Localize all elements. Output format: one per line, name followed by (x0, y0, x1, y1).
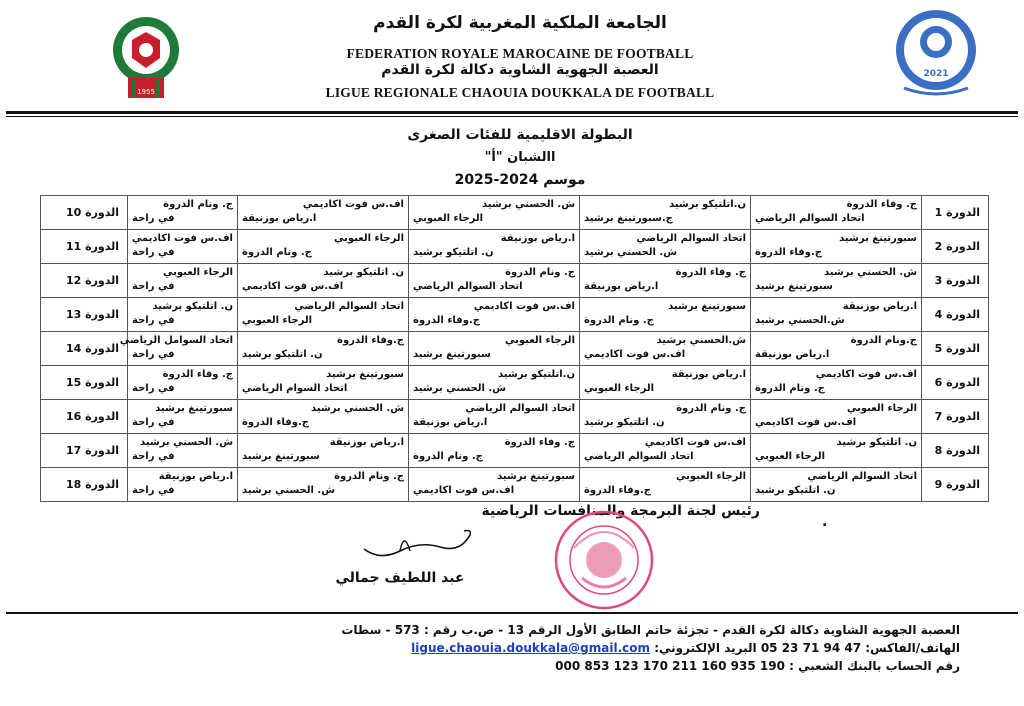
rest-label: في راحة (132, 485, 175, 496)
home-team: ا.رياض بوزنيقة (329, 437, 404, 448)
home-team: سبورتينغ برشيد (668, 301, 746, 312)
left-logo-year: 1955 (137, 88, 155, 96)
away-team: ج. ونام الدروة (242, 247, 312, 258)
home-team: ج.وفاء الدروة (337, 335, 404, 346)
resting-team: سبورتينغ برشيد (155, 403, 233, 414)
bye-cell (128, 196, 238, 230)
away-team: اتحاد السوالم الرياضي (755, 213, 865, 224)
league-logo (888, 4, 984, 100)
rest-label: في راحة (132, 247, 175, 258)
away-team: سبورتينغ برشيد (242, 451, 320, 462)
away-team: اف.س فوت اكاديمي (413, 485, 515, 496)
round-label-first-leg: الدورة 4 (922, 298, 989, 332)
match-cell (751, 400, 922, 434)
round-label-second-leg: الدورة 12 (41, 264, 128, 298)
away-team: ش. الحسني برشيد (413, 383, 506, 394)
home-team: اتحاد السوالم الرياضي (636, 233, 746, 244)
header-divider (6, 111, 1018, 114)
round-row (41, 196, 989, 230)
rest-label: في راحة (132, 349, 175, 360)
round-label-first-leg: الدورة 9 (922, 468, 989, 502)
header-french-federation: FEDERATION ROYALE MAROCAINE DE FOOTBALL (346, 46, 694, 61)
bye-cell (128, 230, 238, 264)
footer-divider (6, 612, 1018, 614)
match-cell (238, 434, 409, 468)
championship-title: البطولة الاقليمية للفئات الصغرى (407, 127, 633, 143)
official-stamp (552, 508, 656, 612)
bye-cell (128, 298, 238, 332)
dot-mark: . (822, 514, 828, 530)
match-cell (238, 264, 409, 298)
bye-cell (128, 400, 238, 434)
home-team: ج. ونام الدروة (676, 403, 746, 414)
home-team: الرجاء العبوبي (504, 335, 575, 346)
away-team: ا.رياض بوزنيقة (755, 349, 830, 360)
match-cell (238, 400, 409, 434)
match-cell (238, 468, 409, 502)
home-team: ن. اتلتيكو برشيد (323, 267, 404, 278)
away-team: الرجاء العبوبي (584, 383, 655, 394)
away-team: ش.الحسني برشيد (755, 315, 845, 326)
match-cell (409, 468, 580, 502)
footer-bank-line (180, 659, 960, 673)
bye-cell (119, 332, 238, 366)
home-team: ا.رياض بوزنيقة (842, 301, 917, 312)
match-cell (238, 196, 409, 230)
schedule-table (40, 195, 989, 502)
match-cell (580, 366, 751, 400)
season-title: موسم 2024-2025 (454, 172, 586, 188)
match-cell (409, 298, 580, 332)
match-cell (409, 400, 580, 434)
away-team: ج. ونام الدروة (755, 383, 825, 394)
away-team: ن. اتلتيكو برشيد (755, 485, 836, 496)
rest-label: في راحة (132, 451, 175, 462)
round-row (41, 468, 989, 502)
round-row (41, 230, 989, 264)
category-title: االشبان "أ" (484, 150, 556, 165)
phone-label: الهاتف/الفاكس: (865, 641, 960, 655)
round-row (41, 264, 989, 298)
home-team: سبورتينغ برشيد (497, 471, 575, 482)
rest-label: في راحة (132, 315, 175, 326)
match-cell (751, 366, 922, 400)
round-row (41, 366, 989, 400)
match-cell (409, 366, 580, 400)
round-label-first-leg: الدورة 8 (922, 434, 989, 468)
away-team: الرجاء العبوبي (413, 213, 484, 224)
bank-number: 190 935 160 211 170 123 853 000 (555, 659, 785, 673)
away-team: ج.وفاء الدروة (413, 315, 480, 326)
signature-scribble (360, 521, 480, 569)
away-team: ش. الحسني برشيد (242, 485, 335, 496)
home-team: ش. الحسني برشيد (824, 267, 917, 278)
home-team: سبورتينغ برشيد (326, 369, 404, 380)
match-cell (751, 298, 922, 332)
round-label-first-leg: الدورة 7 (922, 400, 989, 434)
match-cell (751, 468, 922, 502)
home-team: ش.الحسني برشيد (656, 335, 746, 346)
phone-value: 47 94 71 23 05 (760, 641, 862, 655)
resting-team: ج. وفاء الدروة (162, 369, 233, 380)
match-cell (751, 434, 922, 468)
footer-address: العصبة الجهوية الشاوية دكالة لكرة القدم - تجزئة حاتم الطابق الأول الرقم 13 - ص.ب رقم : 573 - سطات (341, 623, 960, 637)
header-french-league: LIGUE REGIONALE CHAOUIA DOUKKALA DE FOOTBALL (325, 85, 715, 100)
away-team: الرجاء العبوبي (242, 315, 313, 326)
away-team: اتحاد السوالم الرياضي (584, 451, 694, 462)
round-label-second-leg: الدورة 13 (41, 298, 128, 332)
away-team: ج.وفاء الدروة (755, 247, 822, 258)
home-team: ن.اتلتيكو برشيد (498, 369, 575, 380)
match-cell (409, 230, 580, 264)
bank-label: رقم الحساب بالبنك الشعبي : (789, 659, 960, 673)
resting-team: اف.س فوت اكاديمي (131, 233, 233, 244)
away-team: اف.س فوت اكاديمي (242, 281, 344, 292)
match-cell (580, 468, 751, 502)
away-team: اف.س فوت اكاديمي (584, 349, 686, 360)
rest-label: في راحة (132, 417, 175, 428)
header-arabic-federation: الجامعة الملكية المغربية لكرة القدم (373, 13, 667, 33)
away-team: ا.رياض بوزنيقة (413, 417, 488, 428)
home-team: ا.رياض بوزنيقة (671, 369, 746, 380)
bye-cell (128, 366, 238, 400)
away-team: الرجاء العبوبي (755, 451, 826, 462)
home-team: ج. وفاء الدروة (504, 437, 575, 448)
match-cell (580, 332, 751, 366)
resting-team: اتحاد السوامل الرياضي (119, 335, 233, 346)
footer-contact-line (180, 641, 960, 655)
round-label-second-leg: الدورة 18 (41, 468, 128, 502)
away-team: ج.سبورتينغ برشيد (584, 213, 673, 224)
home-team: ش. الحسني برشيد (482, 199, 575, 210)
round-label-second-leg: الدورة 14 (41, 332, 128, 366)
away-team: ن. اتلتيكو برشيد (413, 247, 494, 258)
match-cell (409, 332, 580, 366)
bye-cell (128, 434, 238, 468)
round-label-first-leg: الدورة 6 (922, 366, 989, 400)
round-label-second-leg: الدورة 10 (41, 196, 128, 230)
away-team: سبورتينغ برشيد (413, 349, 491, 360)
match-cell (751, 230, 922, 264)
resting-team: ج. ونام الدروة (163, 199, 233, 210)
match-cell (580, 230, 751, 264)
home-team: اف.س فوت اكاديمي (302, 199, 404, 210)
home-team: الرجاء العبوبي (846, 403, 917, 414)
away-team: ج.وفاء الدروة (584, 485, 651, 496)
away-team: ن. اتلتيكو برشيد (584, 417, 665, 428)
home-team: ج.ونام الدروة (850, 335, 917, 346)
resting-team: ن. اتلتيكو برشيد (152, 301, 233, 312)
match-cell (409, 264, 580, 298)
round-label-first-leg: الدورة 1 (922, 196, 989, 230)
match-cell (238, 332, 409, 366)
match-cell (580, 196, 751, 230)
match-cell (751, 264, 922, 298)
home-team: اف.س فوت اكاديمي (644, 437, 746, 448)
rest-label: في راحة (132, 383, 175, 394)
match-cell (580, 434, 751, 468)
match-cell (238, 230, 409, 264)
rest-label: في راحة (132, 281, 175, 292)
match-cell (580, 400, 751, 434)
match-cell (751, 332, 922, 366)
email-label: البريد الإلكتروني: (654, 641, 757, 655)
away-team: ا.رياض بوزنيقة (584, 281, 659, 292)
home-team: ج. ونام الدروة (505, 267, 575, 278)
round-label-first-leg: الدورة 3 (922, 264, 989, 298)
match-cell (751, 196, 922, 230)
away-team: اف.س فوت اكاديمي (755, 417, 857, 428)
committee-role: رئيس لجنة البرمجة والمنافسات الرياضية (481, 503, 760, 519)
email-link[interactable]: ligue.chaouia.doukkala@gmail.com (411, 641, 651, 655)
home-team: اف.س فوت اكاديمي (473, 301, 575, 312)
home-team: اف.س فوت اكاديمي (815, 369, 917, 380)
home-team: الرجاء العبوبي (333, 233, 404, 244)
rest-label: في راحة (132, 213, 175, 224)
round-label-first-leg: الدورة 2 (922, 230, 989, 264)
away-team: ش. الحسني برشيد (584, 247, 677, 258)
resting-team: ا.رياض بوزنيقة (158, 471, 233, 482)
home-team: اتحاد السوالم الرياضي (807, 471, 917, 482)
right-logo-year: 2021 (923, 69, 949, 79)
match-cell (409, 434, 580, 468)
match-cell (238, 298, 409, 332)
away-team: اتحاد السوالم الرياضي (413, 281, 523, 292)
match-cell (238, 366, 409, 400)
match-cell (580, 298, 751, 332)
round-label-first-leg: الدورة 5 (922, 332, 989, 366)
home-team: اتحاد السوالم الرياضي (294, 301, 404, 312)
home-team: ش. الحسني برشيد (311, 403, 404, 414)
bye-cell (128, 468, 238, 502)
round-label-second-leg: الدورة 11 (41, 230, 128, 264)
home-team: الرجاء العبوبي (675, 471, 746, 482)
resting-team: الرجاء العبوبي (162, 267, 233, 278)
round-row (41, 434, 989, 468)
home-team: ج. وفاء الدروة (846, 199, 917, 210)
round-row (41, 298, 989, 332)
home-team: ا.رياض بوزنيقة (500, 233, 575, 244)
bye-cell (128, 264, 238, 298)
home-team: ن. اتلتيكو برشيد (836, 437, 917, 448)
signatory-name: عبد اللطيف جمالي (335, 570, 465, 586)
match-cell (580, 264, 751, 298)
away-team: ن. اتلتيكو برشيد (242, 349, 323, 360)
away-team: اتحاد السوام الرياضي (242, 383, 348, 394)
round-label-second-leg: الدورة 16 (41, 400, 128, 434)
home-team: سبورتينغ برشيد (839, 233, 917, 244)
away-team: سبورتينغ برشيد (755, 281, 833, 292)
away-team: ج. ونام الدروة (584, 315, 654, 326)
header-arabic-league: العصبة الجهوية الشاوية دكالة لكرة القدم (381, 62, 659, 78)
home-team: ج. ونام الدروة (334, 471, 404, 482)
header-divider-thin (6, 116, 1018, 117)
away-team: ج. ونام الدروة (413, 451, 483, 462)
round-label-second-leg: الدورة 17 (41, 434, 128, 468)
away-team: ج.وفاء الدروة (242, 417, 309, 428)
away-team: ا.رياض بوزنيقة (242, 213, 317, 224)
match-cell (409, 196, 580, 230)
frmf-logo (108, 14, 184, 102)
home-team: اتحاد السوالم الرياضي (465, 403, 575, 414)
round-row (41, 332, 989, 366)
round-label-second-leg: الدورة 15 (41, 366, 128, 400)
home-team: ج. وفاء الدروة (675, 267, 746, 278)
home-team: ن.اتلتيكو برشيد (669, 199, 746, 210)
round-row (41, 400, 989, 434)
resting-team: ش. الحسني برشيد (140, 437, 233, 448)
